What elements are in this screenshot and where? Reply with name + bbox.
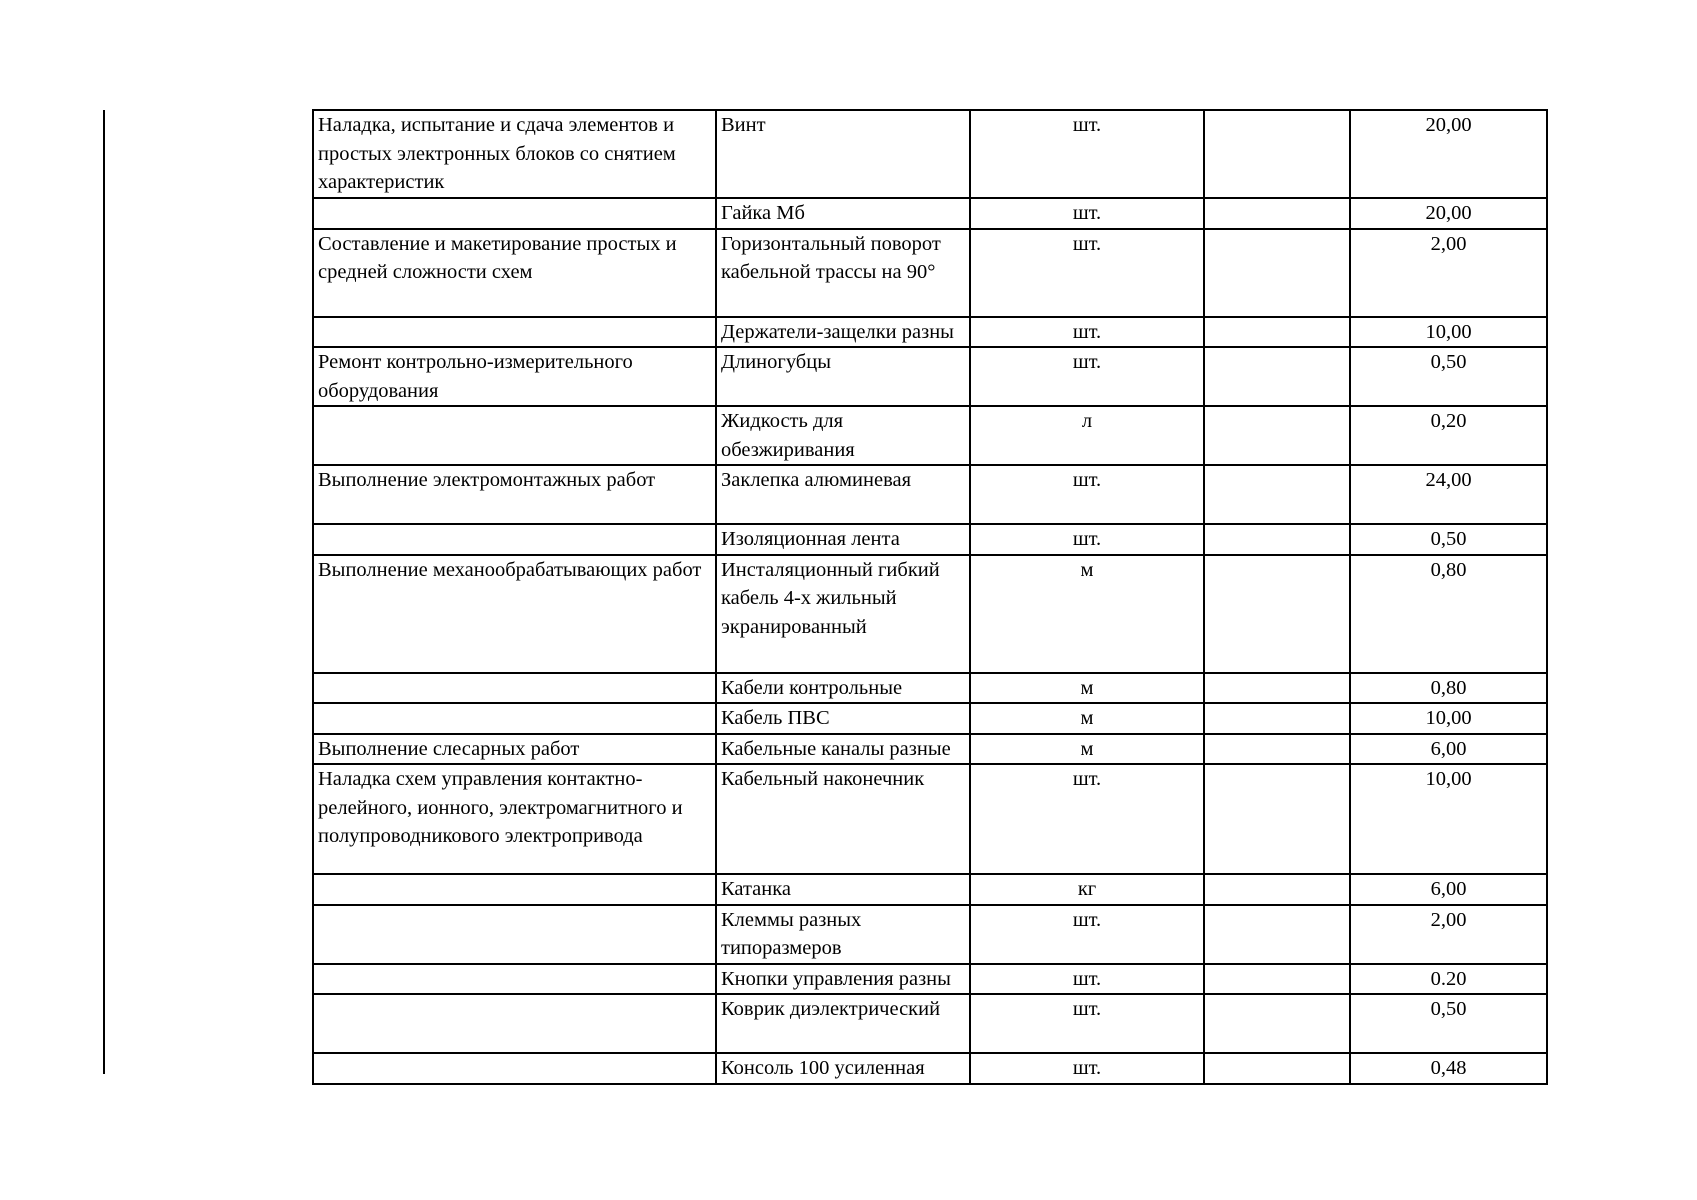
quantity-cell: 0,50: [1350, 347, 1547, 406]
quantity-cell: 10,00: [1350, 703, 1547, 734]
empty-cell: [1204, 905, 1350, 964]
material-text: Заклепка алюминевая: [721, 469, 912, 491]
work-cell: [313, 673, 716, 704]
work-text: Наладка, испытание и сдача элементов и простых электронных блоков со снятием характеристик: [318, 114, 676, 193]
unit-cell: шт.: [970, 1053, 1204, 1084]
empty-cell: [1204, 198, 1350, 229]
empty-cell: [1204, 110, 1350, 198]
material-text: Горизонтальный поворот кабельной трассы на 90°: [721, 232, 941, 283]
material-text: Винт: [721, 114, 766, 136]
unit-cell: шт.: [970, 905, 1204, 964]
work-cell: [313, 555, 716, 673]
table-row: [313, 764, 1547, 874]
material-text: Длиногубцы: [721, 351, 831, 373]
work-text: Наладка схем управления контактно-релейного, ионного, электромагнитного и полупроводникового электропривода: [318, 768, 683, 847]
table-row: [313, 673, 1547, 704]
material-cell: [716, 198, 970, 229]
material-text: Гайка Мб: [721, 202, 805, 224]
unit-cell: м: [970, 734, 1204, 765]
work-text: Выполнение электромонтажных работ: [318, 469, 656, 491]
material-text: Консоль 100 усиленная: [721, 1057, 925, 1079]
work-text: Ремонт контрольно-измерительного оборудования: [318, 351, 633, 402]
table-row: [313, 524, 1547, 555]
unit-cell: м: [970, 555, 1204, 673]
quantity-cell: 0,50: [1350, 994, 1547, 1053]
quantity-cell: 0,50: [1350, 524, 1547, 555]
material-text: Держатели-защелки разны: [721, 320, 954, 343]
material-cell: [716, 317, 970, 348]
unit-cell: л: [970, 406, 1204, 465]
work-cell: [313, 465, 716, 524]
empty-cell: [1204, 734, 1350, 765]
work-cell: [313, 347, 716, 406]
material-cell: [716, 874, 970, 905]
material-cell: [716, 406, 970, 465]
unit-cell: кг: [970, 874, 1204, 905]
quantity-cell: 10,00: [1350, 764, 1547, 874]
material-cell: [716, 734, 970, 765]
empty-cell: [1204, 673, 1350, 704]
work-cell: [313, 317, 716, 348]
material-text: Кнопки управления разны: [721, 967, 951, 990]
quantity-cell: 0.20: [1350, 964, 1547, 995]
work-cell: [313, 874, 716, 905]
table-row: [313, 406, 1547, 465]
materials-table: [312, 109, 1548, 1085]
empty-cell: [1204, 524, 1350, 555]
work-cell: [313, 524, 716, 555]
empty-cell: [1204, 1053, 1350, 1084]
table-row: [313, 905, 1547, 964]
empty-cell: [1204, 994, 1350, 1053]
work-cell: [313, 198, 716, 229]
material-text: Инсталяционный гибкий кабель 4-х жильный экранированный: [721, 558, 940, 638]
material-text: Кабельные каналы разные: [721, 737, 951, 760]
quantity-cell: 0,48: [1350, 1053, 1547, 1084]
empty-cell: [1204, 703, 1350, 734]
empty-cell: [1204, 874, 1350, 905]
material-text: Коврик диэлектрический: [721, 998, 941, 1020]
unit-cell: шт.: [970, 994, 1204, 1053]
material-text: Катанка: [721, 878, 791, 900]
work-cell: [313, 406, 716, 465]
empty-cell: [1204, 555, 1350, 673]
material-cell: [716, 994, 970, 1053]
material-cell: [716, 964, 970, 995]
material-cell: [716, 905, 970, 964]
table-row: [313, 347, 1547, 406]
unit-cell: шт.: [970, 229, 1204, 317]
quantity-cell: 0,80: [1350, 555, 1547, 673]
material-text: Изоляционная лента: [721, 528, 900, 550]
work-cell: [313, 110, 716, 198]
work-cell: [313, 229, 716, 317]
work-cell: [313, 964, 716, 995]
work-cell: [313, 734, 716, 765]
empty-cell: [1204, 964, 1350, 995]
work-cell: [313, 905, 716, 964]
material-cell: [716, 703, 970, 734]
quantity-cell: 0,80: [1350, 673, 1547, 704]
material-cell: [716, 673, 970, 704]
unit-cell: шт.: [970, 524, 1204, 555]
left-margin-line: [103, 110, 105, 1074]
table-row: [313, 198, 1547, 229]
quantity-cell: 6,00: [1350, 734, 1547, 765]
quantity-cell: 20,00: [1350, 110, 1547, 198]
material-text: Кабельный наконечник: [721, 768, 925, 790]
work-cell: [313, 1053, 716, 1084]
work-text: Выполнение слесарных работ: [318, 737, 580, 760]
empty-cell: [1204, 317, 1350, 348]
unit-cell: шт.: [970, 110, 1204, 198]
unit-cell: шт.: [970, 317, 1204, 348]
material-cell: [716, 555, 970, 673]
unit-cell: шт.: [970, 964, 1204, 995]
quantity-cell: 20,00: [1350, 198, 1547, 229]
table-row: [313, 994, 1547, 1053]
material-text: Кабели контрольные: [721, 676, 903, 699]
material-text: Жидкость для обезжиривания: [721, 410, 855, 461]
table-row: [313, 964, 1547, 995]
unit-cell: шт.: [970, 465, 1204, 524]
work-cell: [313, 994, 716, 1053]
empty-cell: [1204, 465, 1350, 524]
quantity-cell: 2,00: [1350, 229, 1547, 317]
material-text: Клеммы разных типоразмеров: [721, 908, 862, 959]
table-row: [313, 874, 1547, 905]
material-cell: [716, 110, 970, 198]
table-row: [313, 465, 1547, 524]
table-row: [313, 555, 1547, 673]
material-cell: [716, 229, 970, 317]
material-text: Кабель ПВС: [721, 707, 830, 729]
empty-cell: [1204, 347, 1350, 406]
table-row: [313, 229, 1547, 317]
work-cell: [313, 764, 716, 874]
unit-cell: шт.: [970, 198, 1204, 229]
empty-cell: [1204, 764, 1350, 874]
material-cell: [716, 465, 970, 524]
unit-cell: шт.: [970, 764, 1204, 874]
table-row: [313, 110, 1547, 198]
table-row: [313, 1053, 1547, 1084]
material-cell: [716, 524, 970, 555]
material-cell: [716, 347, 970, 406]
quantity-cell: 6,00: [1350, 874, 1547, 905]
work-cell: [313, 703, 716, 734]
quantity-cell: 0,20: [1350, 406, 1547, 465]
unit-cell: м: [970, 673, 1204, 704]
work-text: Выполнение механообрабатывающих работ: [318, 558, 702, 581]
empty-cell: [1204, 406, 1350, 465]
quantity-cell: 2,00: [1350, 905, 1547, 964]
work-text: Составление и макетирование простых и средней сложности схем: [318, 232, 677, 283]
unit-cell: шт.: [970, 347, 1204, 406]
empty-cell: [1204, 229, 1350, 317]
quantity-cell: 10,00: [1350, 317, 1547, 348]
material-cell: [716, 1053, 970, 1084]
material-cell: [716, 764, 970, 874]
quantity-cell: 24,00: [1350, 465, 1547, 524]
table-row: [313, 734, 1547, 765]
unit-cell: м: [970, 703, 1204, 734]
table-row: [313, 703, 1547, 734]
table-row: [313, 317, 1547, 348]
